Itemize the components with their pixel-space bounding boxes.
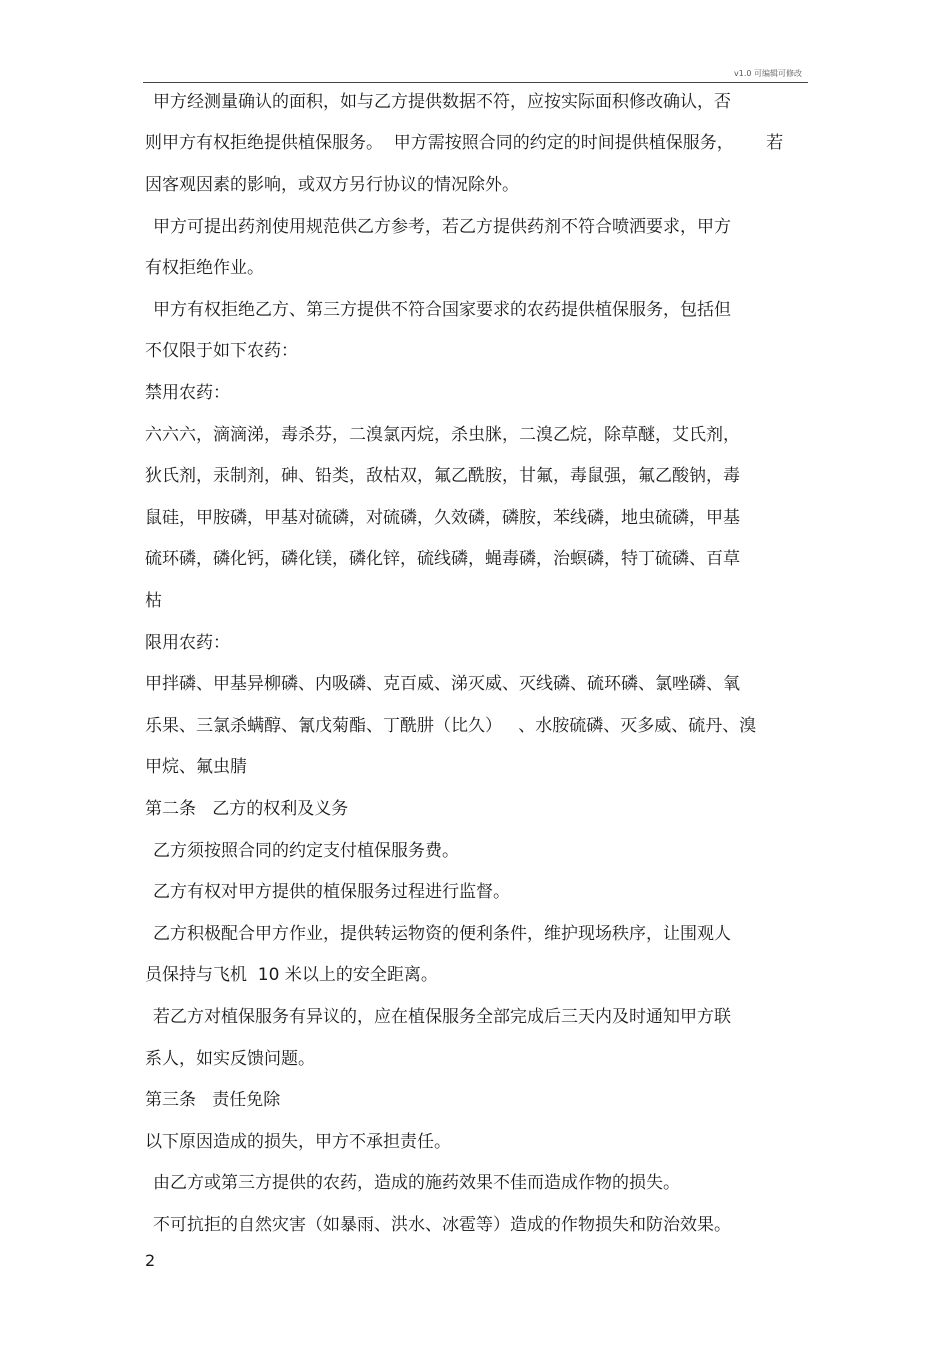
body-line: 六六六，滴滴涕，毒杀芬，二溴氯丙烷，杀虫脒，二溴乙烷，除草醚，艾氏剂， bbox=[145, 425, 740, 445]
body-line: 乐果、三氯杀螨醇、氰戊菊酯、丁酰肼（比久） 、水胺硫磷、灭多威、硫丹、溴 bbox=[145, 716, 757, 736]
body-line: 乙方须按照合同的约定支付植保服务费。 bbox=[153, 841, 459, 861]
body-line: 系人，如实反馈问题。 bbox=[145, 1049, 315, 1069]
body-line: 乙方有权对甲方提供的植保服务过程进行监督。 bbox=[153, 882, 510, 902]
body-line: 因客观因素的影响，或双方另行协议的情况除外。 bbox=[145, 175, 519, 195]
body-line: 禁用农药： bbox=[145, 383, 230, 403]
body-line: 枯 bbox=[145, 591, 162, 611]
header-rule bbox=[143, 82, 808, 83]
body-line: 不仅限于如下农药： bbox=[145, 341, 298, 361]
body-line: 乙方积极配合甲方作业，提供转运物资的便利条件，维护现场秩序，让围观人 bbox=[153, 924, 731, 944]
body-line: 由乙方或第三方提供的农药，造成的施药效果不佳而造成作物的损失。 bbox=[153, 1173, 680, 1193]
body-line: 硫环磷，磷化钙，磷化镁，磷化锌，硫线磷，蝇毒磷，治螟磷，特丁硫磷、百草 bbox=[145, 549, 740, 569]
body-line: 鼠硅，甲胺磷，甲基对硫磷，对硫磷，久效磷，磷胺，苯线磷，地虫硫磷，甲基 bbox=[145, 508, 740, 528]
body-line: 甲方有权拒绝乙方、第三方提供不符合国家要求的农药提供植保服务，包括但 bbox=[153, 300, 731, 320]
body-line: 甲方可提出药剂使用规范供乙方参考，若乙方提供药剂不符合喷洒要求，甲方 bbox=[153, 217, 731, 237]
section-heading: 第三条 责任免除 bbox=[145, 1090, 281, 1110]
body-line: 甲烷、氟虫腈 bbox=[145, 757, 247, 777]
body-line: 狄氏剂，汞制剂，砷、铅类，敌枯双，氟乙酰胺，甘氟，毒鼠强，氟乙酸钠，毒 bbox=[145, 466, 740, 486]
body-line: 甲拌磷、甲基异柳磷、内吸磷、克百威、涕灭威、灭线磷、硫环磷、氯唑磷、氧 bbox=[145, 674, 740, 694]
body-line: 限用农药： bbox=[145, 633, 230, 653]
body-line: 若乙方对植保服务有异议的，应在植保服务全部完成后三天内及时通知甲方联 bbox=[153, 1007, 731, 1027]
body-line: 员保持与飞机 10 米以上的安全距离。 bbox=[145, 965, 438, 985]
page-number: 2 bbox=[145, 1251, 156, 1270]
body-line: 有权拒绝作业。 bbox=[145, 258, 264, 278]
body-line: 甲方经测量确认的面积，如与乙方提供数据不符，应按实际面积修改确认，否 bbox=[153, 92, 731, 112]
body-line: 不可抗拒的自然灾害（如暴雨、洪水、冰雹等）造成的作物损失和防治效果。 bbox=[153, 1215, 731, 1235]
header-version-note: v1.0 可编辑可修改 bbox=[734, 69, 802, 78]
body-line: 则甲方有权拒绝提供植保服务。 甲方需按照合同的约定的时间提供植保服务， 若 bbox=[145, 133, 784, 153]
body-line: 以下原因造成的损失，甲方不承担责任。 bbox=[145, 1132, 451, 1152]
section-heading: 第二条 乙方的权利及义务 bbox=[145, 799, 349, 819]
